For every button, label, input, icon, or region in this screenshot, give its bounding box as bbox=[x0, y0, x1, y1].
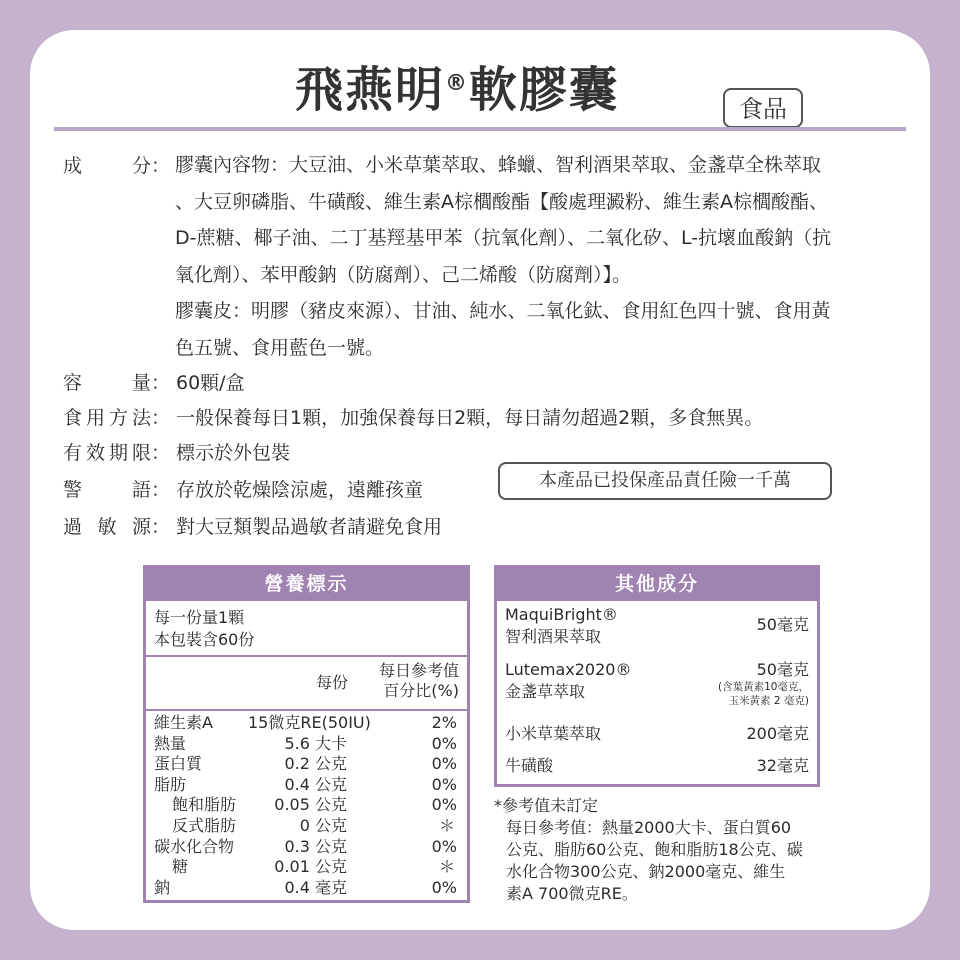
ingredients-colon: ： bbox=[151, 155, 171, 177]
ingredients-label: 成 分 bbox=[63, 155, 151, 177]
nutrition-row bbox=[146, 878, 467, 899]
other-name-1: 小米草葉萃取 bbox=[505, 724, 602, 743]
nutrition-rows bbox=[146, 713, 467, 898]
nutrient-amount: 0.3 公克 bbox=[284, 836, 347, 856]
ingredients-line: 色五號、食用藍色一號。 bbox=[175, 336, 385, 359]
ingredients-line: 氧化劑）、苯甲酸鈉（防腐劑）、己二烯酸（防腐劑）】。 bbox=[175, 263, 632, 286]
nutrient-dv: 0% bbox=[431, 877, 457, 897]
nutrient-name: 脂肪 bbox=[154, 774, 187, 794]
reference-line: 素A 700微克RE。 bbox=[506, 884, 638, 903]
col-daily-value-2: 百分比(%) bbox=[383, 681, 459, 700]
other-name-1: MaquiBright® bbox=[505, 605, 618, 624]
nutrient-amount: 15微克RE(50IU) bbox=[248, 713, 371, 732]
nutrition-row bbox=[146, 837, 467, 858]
nutrition-row bbox=[146, 713, 467, 734]
other-amount: 50毫克 bbox=[756, 660, 809, 679]
warning-label: 警 語 bbox=[63, 479, 151, 501]
serving-size: 每一份量1顆 bbox=[154, 608, 245, 627]
ingredients-line: 膠囊內容物：大豆油、小米草葉萃取、蜂蠟、智利酒果萃取、金盞草全株萃取 bbox=[175, 154, 822, 176]
nutrition-row bbox=[146, 857, 467, 878]
ingredients-text bbox=[175, 147, 831, 366]
col-daily-value-1: 每日參考值 bbox=[378, 661, 459, 680]
reference-line: 公克、脂肪60公克、飽和脂肪18公克、碳 bbox=[506, 840, 803, 859]
col-per-serving: 每份 bbox=[316, 673, 349, 692]
nutrition-row bbox=[146, 754, 467, 775]
other-amount: 32毫克 bbox=[756, 756, 809, 775]
nutrient-name: 反式脂肪 bbox=[172, 815, 237, 835]
other-note-1: (含葉黃素10毫克， bbox=[718, 681, 809, 693]
nutrient-name: 飽和脂肪 bbox=[172, 795, 237, 815]
nutrient-name: 糖 bbox=[172, 857, 189, 877]
nutrient-dv: 0% bbox=[431, 774, 457, 794]
nutrient-dv: 0% bbox=[431, 836, 457, 856]
food-tag: 食品 bbox=[723, 88, 803, 128]
usage-colon: ： bbox=[151, 407, 171, 429]
expiry-value: 標示於外包裝 bbox=[176, 442, 291, 464]
nutrient-dv: 0% bbox=[431, 754, 457, 774]
usage-label: 食用方法 bbox=[63, 407, 151, 429]
nutrient-dv: ＊ bbox=[438, 815, 455, 835]
nutrient-name: 鈉 bbox=[154, 877, 171, 897]
capacity-label: 容 量 bbox=[63, 372, 151, 394]
nutrient-dv: 0% bbox=[431, 733, 457, 753]
nutrition-row bbox=[146, 734, 467, 755]
reference-heading: *參考值未訂定 bbox=[494, 796, 599, 815]
other-name-2: 金盞草萃取 bbox=[505, 682, 586, 701]
title-divider bbox=[54, 127, 906, 131]
reference-line: 每日參考值：熱量2000大卡、蛋白質60 bbox=[506, 818, 792, 837]
other-name-1: 牛磺酸 bbox=[505, 756, 554, 775]
nutrient-name: 碳水化合物 bbox=[154, 836, 235, 856]
reference-note bbox=[494, 795, 803, 905]
nutrient-name: 維生素A bbox=[154, 713, 213, 732]
nutrient-amount: 0.05 公克 bbox=[274, 795, 347, 815]
nutrition-title: 營養標示 bbox=[146, 568, 467, 601]
nutrient-amount: 0 公克 bbox=[299, 815, 347, 835]
other-name-2: 智利酒果萃取 bbox=[505, 627, 602, 646]
warning-colon: ： bbox=[151, 479, 171, 501]
capacity-value: 60顆/盒 bbox=[176, 372, 245, 394]
serving-info bbox=[146, 601, 467, 657]
ingredients-line: 、大豆卵磷脂、牛磺酸、維生素A棕櫚酸酯【酸處理澱粉、維生素A棕櫚酸酯、 bbox=[175, 190, 828, 213]
nutrient-name: 熱量 bbox=[154, 733, 187, 753]
capacity-colon: ： bbox=[151, 372, 171, 394]
nutrition-row bbox=[146, 795, 467, 816]
allergen-label: 過敏源 bbox=[63, 516, 151, 538]
nutrient-amount: 0.4 毫克 bbox=[284, 877, 347, 897]
insurance-badge: 本產品已投保產品責任險一千萬 bbox=[498, 462, 832, 500]
nutrient-amount: 0.01 公克 bbox=[274, 857, 347, 877]
nutrient-dv: 2% bbox=[431, 713, 457, 732]
registered-mark: ® bbox=[445, 71, 470, 96]
nutrition-row bbox=[146, 816, 467, 837]
allergen-value: 對大豆類製品過敏者請避免食用 bbox=[176, 516, 443, 538]
nutrient-amount: 5.6 大卡 bbox=[284, 733, 347, 753]
expiry-colon: ： bbox=[151, 442, 171, 464]
reference-line: 水化合物300公克、鈉2000毫克、維生 bbox=[506, 862, 786, 881]
product-name: 飛燕明 bbox=[295, 62, 446, 118]
warning-value: 存放於乾燥陰涼處，遠離孩童 bbox=[176, 479, 424, 501]
other-amount: 200毫克 bbox=[746, 724, 809, 743]
other-note-2: 玉米黃素 2 毫克) bbox=[728, 695, 809, 707]
ingredients-line: D-蔗糖、椰子油、二丁基羥基甲苯（抗氧化劑）、二氧化矽、L-抗壞血酸鈉（抗 bbox=[175, 227, 832, 249]
nutrition-table bbox=[143, 565, 470, 903]
other-title: 其他成分 bbox=[497, 568, 817, 601]
nutrient-dv: 0% bbox=[431, 795, 457, 815]
title-row bbox=[30, 60, 930, 123]
servings-per-package: 本包裝含60份 bbox=[154, 630, 255, 649]
nutrient-amount: 0.2 公克 bbox=[284, 754, 347, 774]
expiry-label: 有效期限 bbox=[63, 442, 151, 464]
other-name-1: Lutemax2020® bbox=[505, 660, 632, 679]
other-ingredients-table bbox=[494, 565, 820, 787]
other-amount: 50毫克 bbox=[756, 615, 809, 634]
product-type: 軟膠囊 bbox=[469, 62, 620, 118]
nutrient-dv: ＊ bbox=[438, 857, 455, 877]
usage-value: 一般保養每日1顆，加強保養每日2顆，每日請勿超過2顆，多食無異。 bbox=[176, 407, 764, 429]
allergen-colon: ： bbox=[151, 516, 171, 538]
nutrient-name: 蛋白質 bbox=[154, 754, 203, 774]
product-title bbox=[295, 60, 619, 120]
ingredients-line: 膠囊皮：明膠（豬皮來源）、甘油、純水、二氧化鈦、食用紅色四十號、食用黃 bbox=[175, 300, 831, 322]
nutrient-amount: 0.4 公克 bbox=[284, 774, 347, 794]
label-card bbox=[30, 30, 930, 930]
nutrition-row bbox=[146, 775, 467, 796]
nutrition-column-header bbox=[146, 657, 467, 711]
